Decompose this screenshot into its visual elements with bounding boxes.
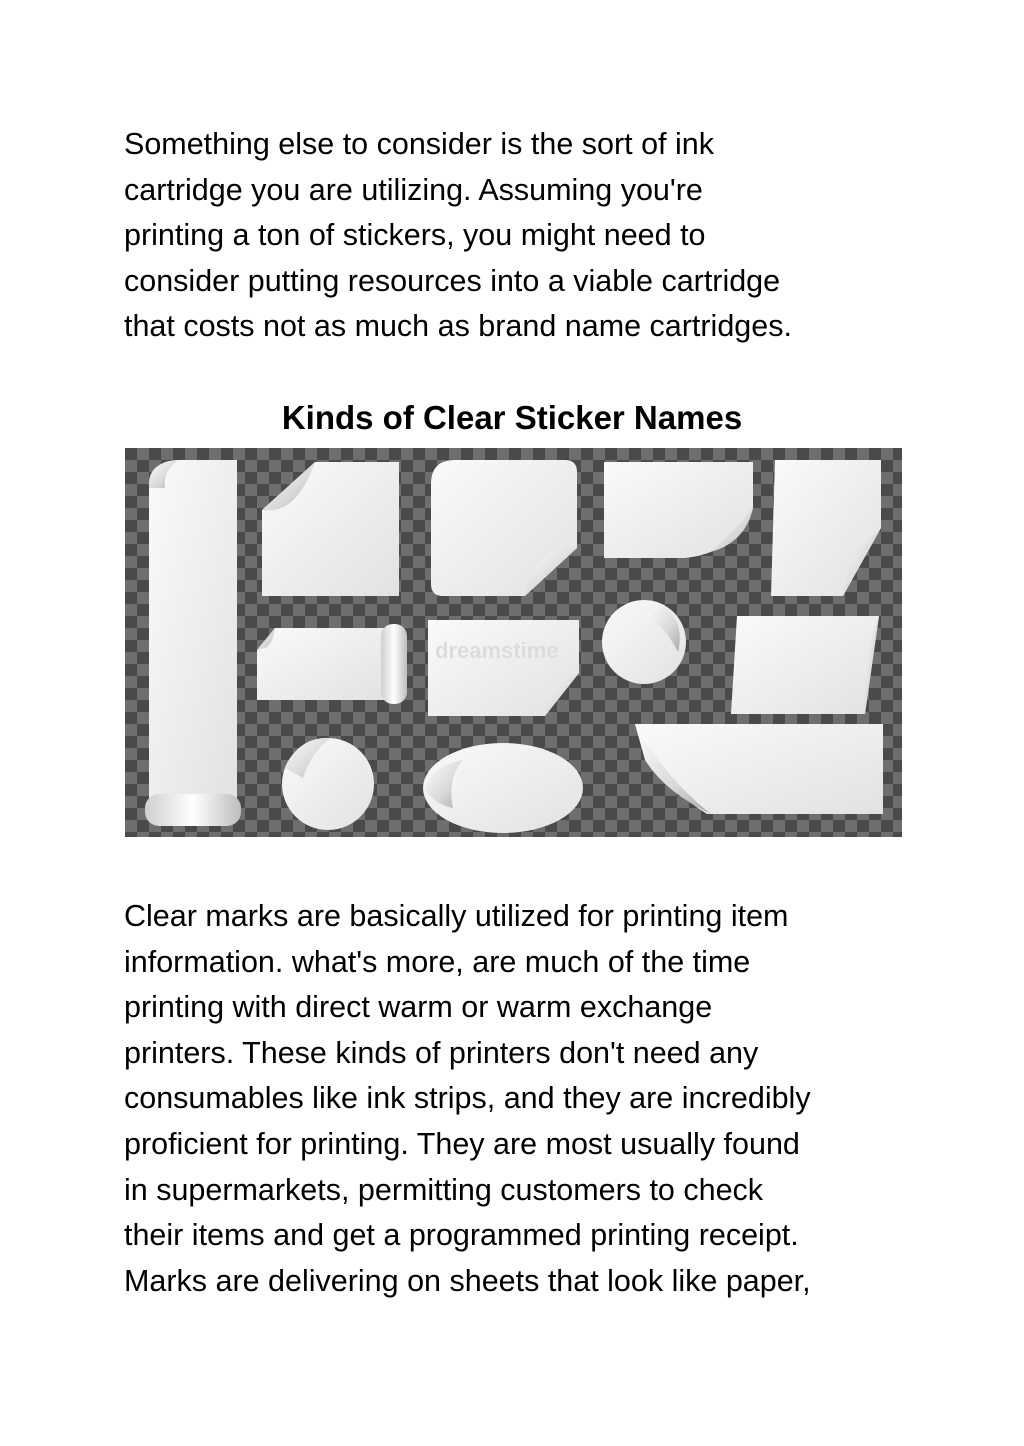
paragraph-line: information. what's more, are much of the time xyxy=(124,944,751,979)
paragraph-line: in supermarkets, permitting customers to check xyxy=(124,1172,764,1207)
paragraph-line: proficient for printing. They are most usually found xyxy=(124,1126,800,1161)
paragraph-line: printing a ton of stickers, you might need to xyxy=(124,218,706,253)
sticker-illustration xyxy=(125,448,902,837)
round-sticker xyxy=(282,738,374,830)
paragraph-line: printing with direct warm or warm exchange xyxy=(124,990,713,1025)
trapezoid-sticker xyxy=(731,616,879,714)
body-paragraph xyxy=(124,894,924,1304)
paragraph-line: consider putting resources into a viable cartridge xyxy=(124,263,781,298)
circle-sticker xyxy=(602,600,686,684)
oval-sticker xyxy=(423,743,583,833)
watermark: dreamstime xyxy=(435,638,559,663)
center-sticker xyxy=(428,620,579,716)
scroll-sticker xyxy=(257,624,407,704)
intro-paragraph xyxy=(124,122,924,350)
paragraph-line: Marks are delivering on sheets that look like paper, xyxy=(124,1263,811,1298)
paragraph-line: cartridge you are utilizing. Assuming you're xyxy=(124,172,703,207)
paragraph-line: printers. These kinds of printers don't need any xyxy=(124,1035,759,1070)
paragraph-line: their items and get a programmed printing receipt. xyxy=(124,1218,799,1253)
paragraph-line: Clear marks are basically utilized for printing item xyxy=(124,899,789,933)
paragraph-line: Something else to consider is the sort of ink xyxy=(124,127,714,161)
section-heading: Kinds of Clear Sticker Names xyxy=(281,399,743,436)
paragraph-line: that costs not as much as brand name cartridges. xyxy=(124,309,792,344)
roll-banner-sticker xyxy=(145,460,241,826)
paragraph-line: consumables like ink strips, and they are incredibly xyxy=(124,1081,811,1116)
